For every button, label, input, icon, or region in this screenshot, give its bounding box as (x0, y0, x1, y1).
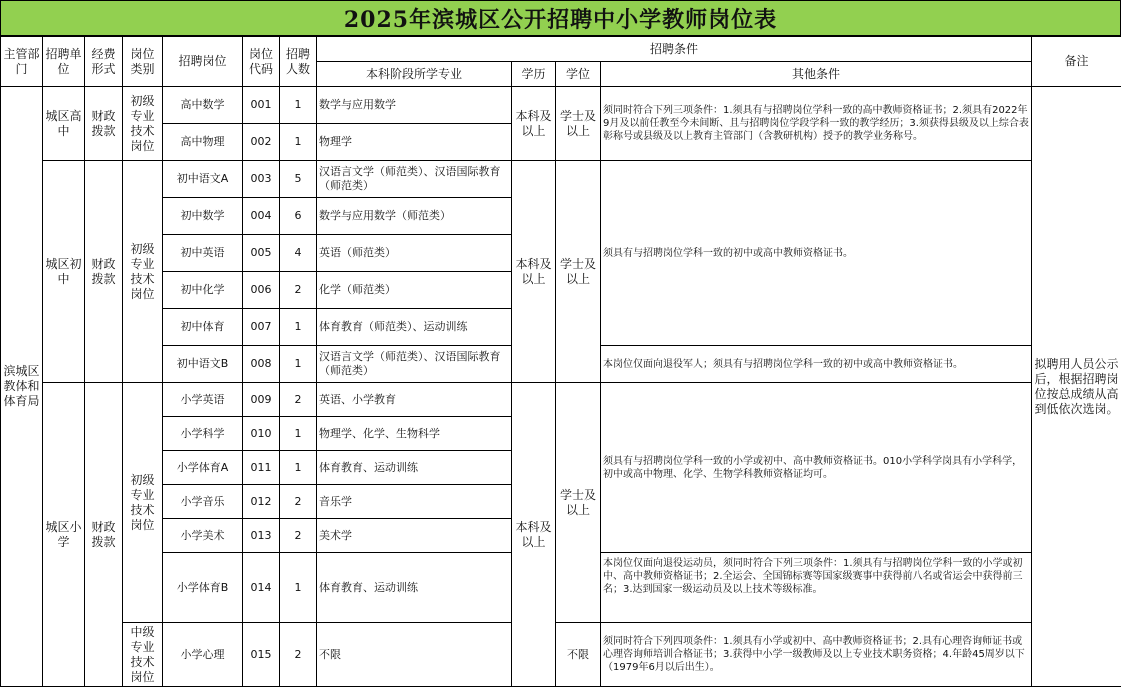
other-conditions-cell: 须同时符合下列四项条件：1.须具有小学或初中、高中教师资格证书；2.具有心理咨询师证书或心理咨询师培训合格证书；3.获得中小学一级教师及以上专业技术职务资格；4.年龄45周岁以下（1979年6月以后出生）。 (601, 623, 1032, 687)
major-cell: 体育教育、运动训练 (317, 451, 512, 485)
education-cell: 本科及以上 (512, 383, 556, 687)
code-cell: 001 (243, 87, 280, 124)
count-cell: 4 (280, 235, 317, 272)
major-cell: 体育教育、运动训练 (317, 553, 512, 623)
position-cell: 小学音乐 (163, 485, 243, 519)
position-cell: 初中语文B (163, 346, 243, 383)
category-cell: 初级专业技术岗位 (123, 383, 163, 623)
position-cell: 小学英语 (163, 383, 243, 417)
header-category: 岗位类别 (123, 37, 163, 87)
page-title: 2025年滨城区公开招聘中小学教师岗位表 (0, 0, 1121, 36)
position-cell: 高中数学 (163, 87, 243, 124)
category-cell: 初级专业技术岗位 (123, 87, 163, 161)
major-cell: 物理学 (317, 124, 512, 161)
position-cell: 高中物理 (163, 124, 243, 161)
major-cell: 体育教育（师范类）、运动训练 (317, 309, 512, 346)
code-cell: 014 (243, 553, 280, 623)
code-cell: 008 (243, 346, 280, 383)
header-position: 招聘岗位 (163, 37, 243, 87)
remarks-cell: 拟聘用人员公示后，根据招聘岗位按总成绩从高到低依次选岗。 (1032, 87, 1121, 687)
major-cell: 数学与应用数学 (317, 87, 512, 124)
degree-cell: 不限 (556, 623, 601, 687)
major-cell: 英语、小学教育 (317, 383, 512, 417)
recruitment-table (0, 36, 1121, 687)
count-cell: 2 (280, 272, 317, 309)
position-cell: 初中数学 (163, 198, 243, 235)
degree-cell: 学士及以上 (556, 161, 601, 383)
dept-cell: 滨城区教体和体育局 (1, 87, 43, 687)
other-conditions-cell: 本岗位仅面向退役军人；须具有与招聘岗位学科一致的初中或高中教师资格证书。 (601, 346, 1032, 383)
code-cell: 006 (243, 272, 280, 309)
education-cell: 本科及以上 (512, 87, 556, 161)
other-conditions-cell: 本岗位仅面向退役运动员，须同时符合下列三项条件：1.须具有与招聘岗位学科一致的小学或初中、高中教师资格证书；2.全运会、全国锦标赛等国家级赛事中获得前八名或省运会中获得前三名；3.达到国家一级运动员及以上技术等级标准。 (601, 553, 1032, 623)
funding-cell: 财政拨款 (85, 87, 123, 161)
other-conditions-cell: 须同时符合下列三项条件：1.须具有与招聘岗位学科一致的高中教师资格证书；2.须具有2022年9月及以前任教至今未间断、且与招聘岗位学段学科一致的教学经历；3.须获得县级及以上综合表彰称号或县级及以上教育主管部门（含教研机构）授予的教学业务称号。 (601, 87, 1032, 161)
header-code: 岗位代码 (243, 37, 280, 87)
major-cell: 不限 (317, 623, 512, 687)
count-cell: 1 (280, 124, 317, 161)
major-cell: 美术学 (317, 519, 512, 553)
other-conditions-cell: 须具有与招聘岗位学科一致的初中或高中教师资格证书。 (601, 161, 1032, 346)
count-cell: 2 (280, 485, 317, 519)
header-count: 招聘人数 (280, 37, 317, 87)
position-cell: 初中化学 (163, 272, 243, 309)
education-cell: 本科及以上 (512, 161, 556, 383)
header-remarks: 备注 (1032, 37, 1121, 87)
count-cell: 2 (280, 623, 317, 687)
count-cell: 1 (280, 346, 317, 383)
category-cell: 中级专业技术岗位 (123, 623, 163, 687)
code-cell: 003 (243, 161, 280, 198)
code-cell: 011 (243, 451, 280, 485)
count-cell: 1 (280, 309, 317, 346)
position-cell: 初中语文A (163, 161, 243, 198)
code-cell: 015 (243, 623, 280, 687)
category-cell: 初级专业技术岗位 (123, 161, 163, 383)
position-cell: 初中体育 (163, 309, 243, 346)
header-unit: 招聘单位 (43, 37, 85, 87)
code-cell: 009 (243, 383, 280, 417)
code-cell: 002 (243, 124, 280, 161)
degree-cell: 学士及以上 (556, 87, 601, 161)
position-cell: 小学心理 (163, 623, 243, 687)
header-conditions: 招聘条件 (317, 37, 1032, 62)
major-cell: 物理学、化学、生物科学 (317, 417, 512, 451)
major-cell: 英语（师范类） (317, 235, 512, 272)
position-cell: 小学科学 (163, 417, 243, 451)
major-cell: 化学（师范类） (317, 272, 512, 309)
position-cell: 小学美术 (163, 519, 243, 553)
count-cell: 1 (280, 553, 317, 623)
count-cell: 5 (280, 161, 317, 198)
code-cell: 010 (243, 417, 280, 451)
table-row (1, 161, 1121, 198)
header-dept: 主管部门 (1, 37, 43, 87)
major-cell: 数学与应用数学（师范类） (317, 198, 512, 235)
header-major: 本科阶段所学专业 (317, 62, 512, 87)
code-cell: 005 (243, 235, 280, 272)
header-funding: 经费形式 (85, 37, 123, 87)
code-cell: 013 (243, 519, 280, 553)
other-conditions-cell: 须具有与招聘岗位学科一致的小学或初中、高中教师资格证书。010小学科学岗具有小学科学，初中或高中物理、化学、生物学科教师资格证均可。 (601, 383, 1032, 553)
funding-cell: 财政拨款 (85, 161, 123, 383)
count-cell: 2 (280, 519, 317, 553)
unit-cell: 城区初中 (43, 161, 85, 383)
position-cell: 小学体育B (163, 553, 243, 623)
major-cell: 汉语言文学（师范类）、汉语国际教育（师范类） (317, 346, 512, 383)
major-cell: 汉语言文学（师范类）、汉语国际教育（师范类） (317, 161, 512, 198)
position-cell: 小学体育A (163, 451, 243, 485)
count-cell: 1 (280, 417, 317, 451)
unit-cell: 城区小学 (43, 383, 85, 687)
unit-cell: 城区高中 (43, 87, 85, 161)
funding-cell: 财政拨款 (85, 383, 123, 687)
count-cell: 1 (280, 451, 317, 485)
count-cell: 2 (280, 383, 317, 417)
table-row (1, 383, 1121, 417)
count-cell: 1 (280, 87, 317, 124)
count-cell: 6 (280, 198, 317, 235)
header-degree: 学位 (556, 62, 601, 87)
table-row (1, 623, 1121, 687)
degree-cell: 学士及以上 (556, 383, 601, 623)
code-cell: 004 (243, 198, 280, 235)
header-education: 学历 (512, 62, 556, 87)
major-cell: 音乐学 (317, 485, 512, 519)
position-cell: 初中英语 (163, 235, 243, 272)
table-row (1, 87, 1121, 124)
code-cell: 012 (243, 485, 280, 519)
header-other: 其他条件 (601, 62, 1032, 87)
code-cell: 007 (243, 309, 280, 346)
